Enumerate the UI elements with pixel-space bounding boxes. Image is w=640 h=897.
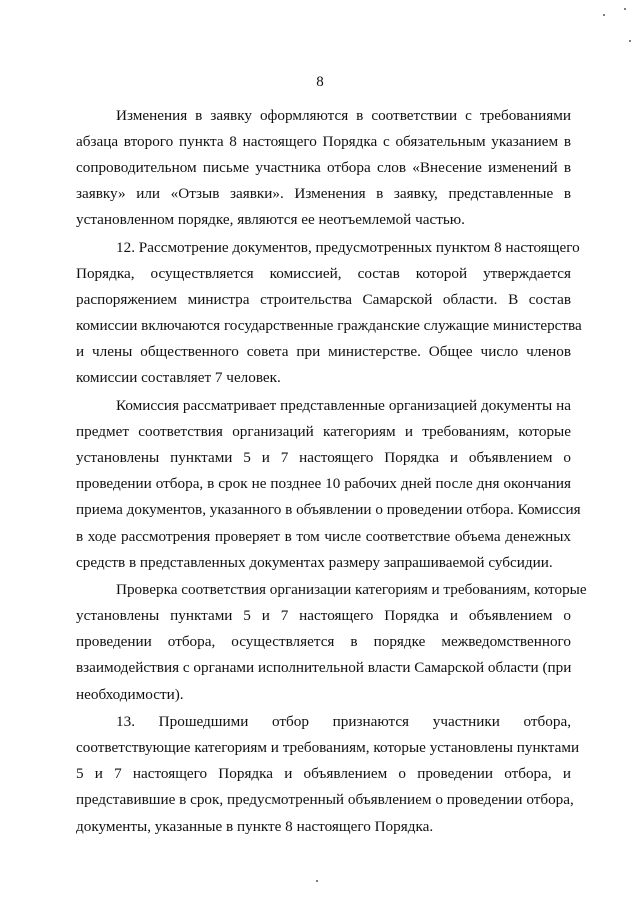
text-line: комиссии включаются государственные гражданские служащие министерства <box>76 317 582 335</box>
text-line: 5 и 7 настоящего Порядка и объявлением о проведении отбора, и <box>76 765 571 783</box>
text-line: комиссии составляет 7 человек. <box>76 369 281 387</box>
text-line: Изменения в заявку оформляются в соответствии с требованиями <box>116 107 571 124</box>
paragraph-compliance-check <box>76 577 587 707</box>
text-line: приема документов, указанного в объявлении о проведении отбора. Комиссия <box>76 501 581 519</box>
text-line: документы, указанные в пункте 8 настоящего Порядка. <box>76 817 434 835</box>
text-line: представившие в срок, предусмотренный объявлением о проведении отбора, <box>76 791 574 809</box>
text-line: взаимодействия с органами исполнительной власти Самарской области (при <box>76 659 572 677</box>
document-body <box>76 103 587 840</box>
paragraph-clause-12 <box>76 235 582 392</box>
text-line: в ходе рассмотрения проверяет в том числе соответствие объема денежных <box>76 527 571 545</box>
text-line: распоряжением министра строительства Самарской области. В состав <box>76 291 571 309</box>
text-line: заявку» или «Отзыв заявки». Изменения в заявку, представленные в <box>76 185 571 203</box>
paragraph-amendments <box>76 103 571 233</box>
text-line: 13. Прошедшими отбор признаются участники отбора, <box>116 713 571 731</box>
scan-speck <box>629 40 631 42</box>
text-line: сопроводительном письме участника отбора слов «Внесение изменений в <box>76 159 571 177</box>
text-line: соответствующие категориям и требованиям, которые установлены пунктами <box>76 739 580 757</box>
text-line: Комиссия рассматривает представленные организацией документы на <box>116 397 571 415</box>
paragraph-commission-review <box>76 393 581 576</box>
scan-speck <box>603 14 605 16</box>
text-line: установлены пунктами 5 и 7 настоящего Порядка и объявлением о <box>76 607 571 625</box>
text-line: установленном порядке, являются ее неотъемлемой частью. <box>76 211 465 229</box>
text-line: установлены пунктами 5 и 7 настоящего Порядка и объявлением о <box>76 449 571 467</box>
text-line: и члены общественного совета при министерстве. Общее число членов <box>76 343 571 361</box>
scan-speck <box>624 8 626 10</box>
text-line: Порядка, осуществляется комиссией, состав которой утверждается <box>76 265 571 283</box>
scan-speck <box>316 880 318 882</box>
text-line: необходимости). <box>76 685 184 703</box>
text-line: 12. Рассмотрение документов, предусмотренных пунктом 8 настоящего <box>116 238 580 256</box>
text-line: проведении отбора, в срок не позднее 10 рабочих дней после дня окончания <box>76 475 571 493</box>
text-line: абзаца второго пункта 8 настоящего Порядка с обязательным указанием в <box>76 133 571 151</box>
text-line: Проверка соответствия организации категориям и требованиям, которые <box>116 581 587 599</box>
text-line: проведении отбора, осуществляется в порядке межведомственного <box>76 633 571 651</box>
text-line: предмет соответствия организаций категориям и требованиям, которые <box>76 423 571 441</box>
paragraph-clause-13 <box>76 709 580 839</box>
page-number: 8 <box>316 74 324 90</box>
text-line: средств в представленных документах размеру запрашиваемой субсидии. <box>76 553 553 571</box>
